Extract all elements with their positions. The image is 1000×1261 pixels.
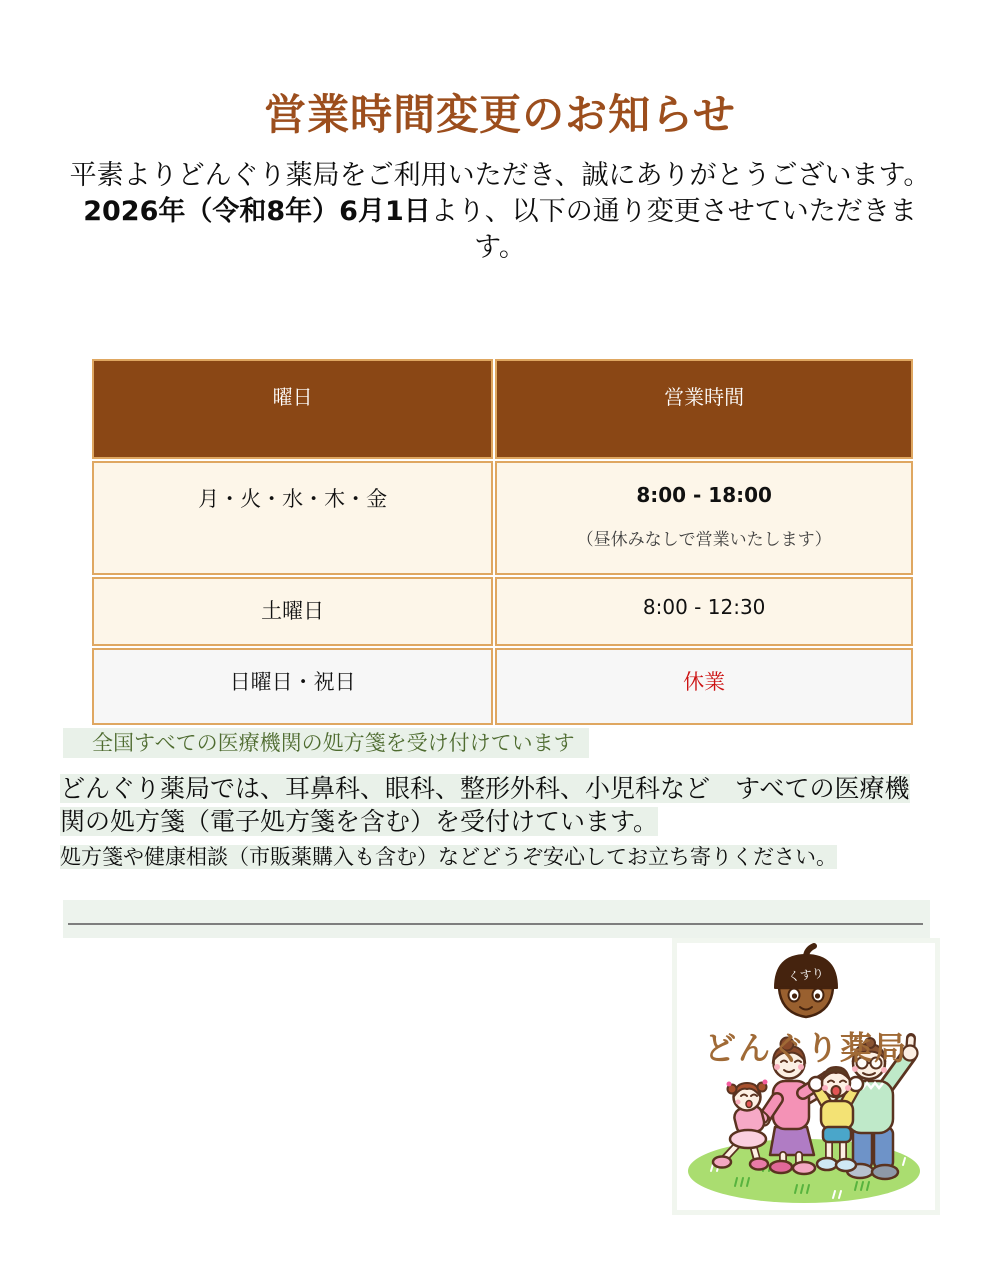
weekdays-label: 月・火・水・木・金: [92, 461, 493, 575]
table-header-row: [92, 359, 913, 459]
intro-paragraph: [60, 158, 940, 267]
closed-status: 休業: [495, 648, 913, 725]
col-header-hours: 営業時間: [495, 359, 913, 459]
sub-paragraph: [60, 842, 925, 872]
table-row-weekdays: [92, 461, 913, 575]
acorn-mascot-icon: [775, 946, 837, 1017]
weekdays-hours: 8:00 - 18:00: [636, 483, 772, 507]
saturday-label: 土曜日: [92, 577, 493, 646]
sub-paragraph-text: 処方箋や健康相談（市販薬購入も含む）などどうぞ安心してお立ち寄りください。: [60, 845, 837, 869]
pharmacy-logo: [672, 938, 940, 1215]
page-title: 営業時間変更のお知らせ: [264, 90, 736, 139]
prescription-banner: 全国すべての医療機関の処方箋を受け付けています: [63, 728, 589, 758]
intro-line1: 平素よりどんぐり薬局をご利用いただき、誠にありがとうございます。: [69, 160, 931, 191]
col-header-day: 曜日: [92, 359, 493, 459]
main-paragraph: [60, 772, 925, 838]
effective-date: 2026年（令和8年）6月1日: [83, 196, 431, 228]
pharmacy-logo-illustration: [677, 943, 935, 1210]
saturday-hours: 8:00 - 12:30: [495, 577, 913, 646]
sunday-holiday-label: 日曜日・祝日: [92, 648, 493, 725]
divider-band: [63, 900, 930, 938]
business-hours-table: [90, 357, 915, 727]
intro-line2: より、以下の通り変更させていただきます。: [430, 196, 917, 264]
table-row-sunday-holiday: [92, 648, 913, 725]
table-row-saturday: [92, 577, 913, 646]
weekdays-hours-note: （昼休みなしで営業いたします）: [576, 530, 832, 550]
horizontal-rule: [68, 923, 923, 925]
pharmacy-name: どんぐり薬局: [703, 1029, 908, 1067]
acorn-cap-label: くすり: [787, 965, 825, 985]
main-paragraph-text: どんぐり薬局では、耳鼻科、眼科、整形外科、小児科など すべての医療機関の処方箋（電子処方箋を含む）を受付けています。: [60, 774, 910, 836]
